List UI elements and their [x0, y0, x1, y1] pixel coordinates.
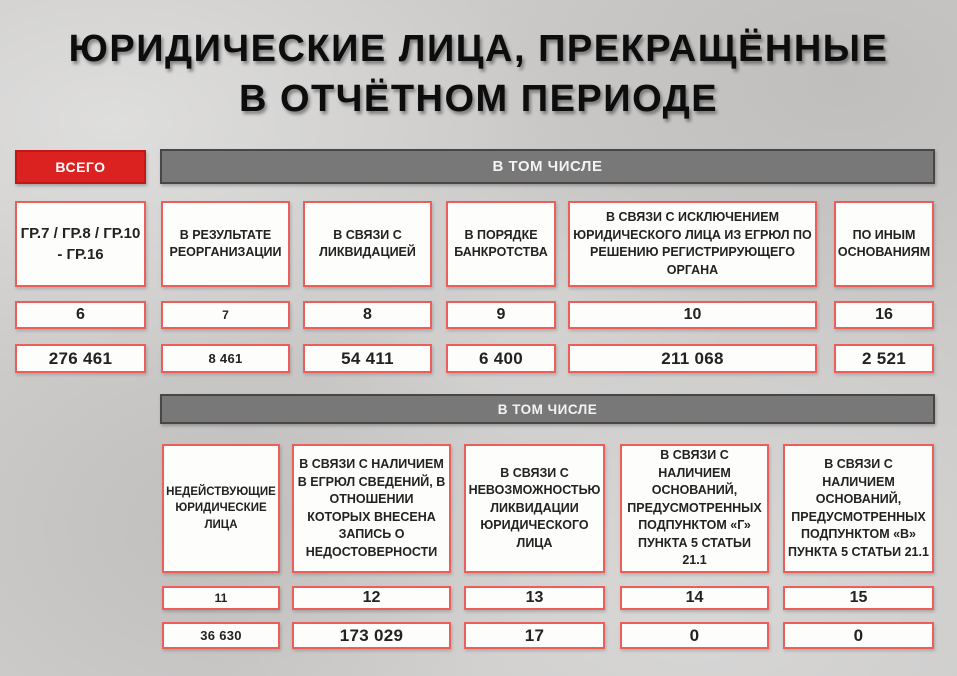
column-number-cell: 11 — [162, 586, 280, 610]
column-number-cell: 14 — [620, 586, 769, 610]
header-box-reorganization: В РЕЗУЛЬТАТЕ РЕОРГАНИЗАЦИИ — [161, 201, 290, 287]
header-box-exclusion-egrul: В СВЯЗИ С ИСКЛЮЧЕНИЕМ ЮРИДИЧЕСКОГО ЛИЦА ИЗ ЕГРЮЛ ПО РЕШЕНИЮ РЕГИСТРИРУЮЩЕГО ОРГАНА — [568, 201, 817, 287]
column-number-cell: 12 — [292, 586, 451, 610]
value-cell-impossible-liquidation: 17 — [464, 622, 605, 649]
page-title-line-1: ЮРИДИЧЕСКИЕ ЛИЦА, ПРЕКРАЩЁННЫЕ — [68, 28, 889, 70]
header-box-unreliability-record: В СВЯЗИ С НАЛИЧИЕМ В ЕГРЮЛ СВЕДЕНИЙ, В ОТНОШЕНИИ КОТОРЫХ ВНЕСЕНА ЗАПИСЬ О НЕДОСТОВЕРНОСТИ — [292, 444, 451, 573]
column-number-cell: 7 — [161, 301, 290, 329]
section2-including-bar: В ТОМ ЧИСЛЕ — [160, 394, 935, 424]
page-title — [0, 24, 957, 124]
value-cell-subclause-g: 0 — [620, 622, 769, 649]
header-box-impossible-liquidation: В СВЯЗИ С НЕВОЗМОЖНОСТЬЮ ЛИКВИДАЦИИ ЮРИДИЧЕСКОГО ЛИЦА — [464, 444, 605, 573]
section1-including-bar: В ТОМ ЧИСЛЕ — [160, 149, 935, 184]
column-number-cell: 16 — [834, 301, 934, 329]
column-number-cell: 9 — [446, 301, 556, 329]
column-number-cell: 8 — [303, 301, 432, 329]
value-cell-unreliability-record: 173 029 — [292, 622, 451, 649]
column-number-cell: 6 — [15, 301, 146, 329]
column-number-cell: 13 — [464, 586, 605, 610]
value-cell-subclause-v: 0 — [783, 622, 934, 649]
value-cell-total: 276 461 — [15, 344, 146, 373]
header-box-liquidation: В СВЯЗИ С ЛИКВИДАЦИЕЙ — [303, 201, 432, 287]
value-cell-inactive-entities: 36 630 — [162, 622, 280, 649]
column-number-cell: 15 — [783, 586, 934, 610]
value-cell-bankruptcy: 6 400 — [446, 344, 556, 373]
header-box-other-grounds: ПО ИНЫМ ОСНОВАНИЯМ — [834, 201, 934, 287]
page-title-line-2: В ОТЧЁТНОМ ПЕРИОДЕ — [238, 78, 719, 120]
value-cell-other-grounds: 2 521 — [834, 344, 934, 373]
total-badge: ВСЕГО — [15, 150, 146, 184]
value-cell-reorganization: 8 461 — [161, 344, 290, 373]
value-cell-liquidation: 54 411 — [303, 344, 432, 373]
header-box-bankruptcy: В ПОРЯДКЕ БАНКРОТСТВА — [446, 201, 556, 287]
header-box-subclause-v: В СВЯЗИ С НАЛИЧИЕМ ОСНОВАНИЙ, ПРЕДУСМОТРЕННЫХ ПОДПУНКТОМ «В» ПУНКТА 5 СТАТЬИ 21.1 — [783, 444, 934, 573]
total-column-header-box: ГР.7 / ГР.8 / ГР.10 - ГР.16 — [15, 201, 146, 287]
header-box-subclause-g: В СВЯЗИ С НАЛИЧИЕМ ОСНОВАНИЙ, ПРЕДУСМОТРЕННЫХ ПОДПУНКТОМ «Г» ПУНКТА 5 СТАТЬИ 21.1 — [620, 444, 769, 573]
value-cell-exclusion-egrul: 211 068 — [568, 344, 817, 373]
header-box-inactive-entities: НЕДЕЙСТВУЮЩИЕ ЮРИДИЧЕСКИЕ ЛИЦА — [162, 444, 280, 573]
column-number-cell: 10 — [568, 301, 817, 329]
